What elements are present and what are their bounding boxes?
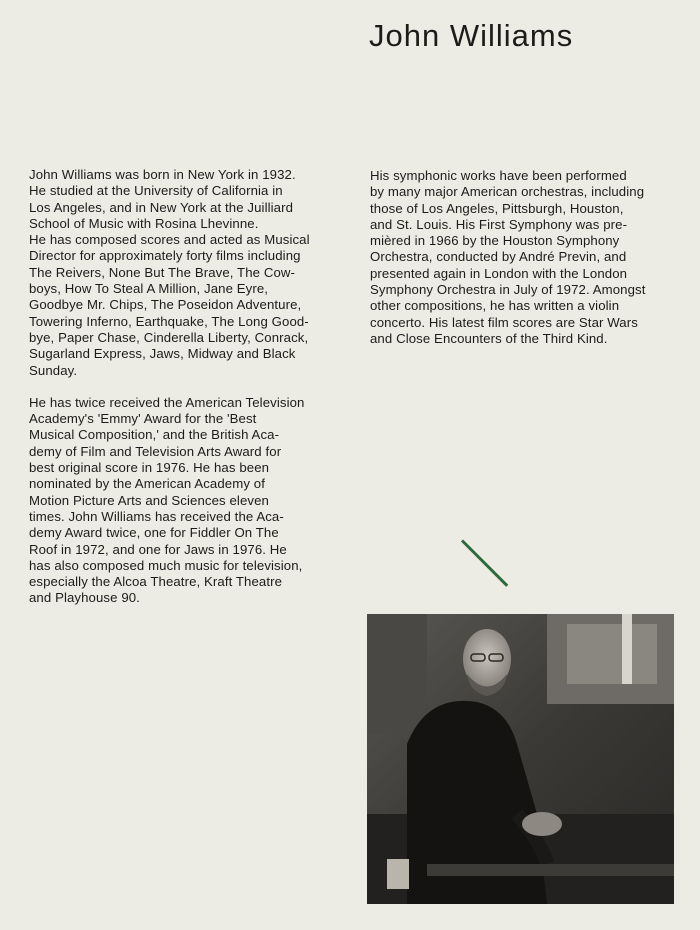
text-line: boys, How To Steal A Million, Jane Eyre, xyxy=(29,281,269,297)
text-line: and Close Encounters of the Third Kind. xyxy=(370,330,608,346)
text-line: demy of Film and Television Arts Award for xyxy=(29,443,282,459)
text-line: Symphony Orchestra in July of 1972. Amongst xyxy=(370,282,646,298)
text-line: Towering Inferno, Earthquake, The Long Good- xyxy=(29,313,309,329)
text-line: nominated by the American Academy of xyxy=(29,476,265,492)
text-line: He studied at the University of California in xyxy=(29,183,283,199)
text-line: Academy's 'Emmy' Award for the 'Best xyxy=(29,411,257,427)
text-line: concerto. His latest film scores are Star Wars xyxy=(370,314,638,330)
text-line: and St. Louis. His First Symphony was pre- xyxy=(370,216,628,232)
text-line: times. John Williams has received the Aca- xyxy=(29,508,284,524)
text-line: demy Award twice, one for Fiddler On The xyxy=(29,525,279,541)
text-line: He has twice received the American Television xyxy=(29,394,305,410)
text-line: Sugarland Express, Jaws, Midway and Black xyxy=(29,346,296,362)
text-line: He has composed scores and acted as Musical xyxy=(29,232,310,248)
decorative-diagonal-line xyxy=(461,539,508,586)
text-line: has also composed much music for television, xyxy=(29,557,303,573)
text-line: Musical Composition,' and the British Aca- xyxy=(29,427,280,443)
text-line: Motion Picture Arts and Sciences eleven xyxy=(29,492,269,508)
portrait-photo-illustration xyxy=(367,614,674,904)
text-line: John Williams was born in New York in 1932. xyxy=(29,167,296,182)
text-line: other compositions, he has written a violin xyxy=(370,298,620,314)
text-line: mièred in 1966 by the Houston Symphony xyxy=(370,233,620,249)
text-line: Goodbye Mr. Chips, The Poseidon Adventure, xyxy=(29,297,302,313)
text-line: Roof in 1972, and one for Jaws in 1976. He xyxy=(29,541,287,557)
biography-right-column xyxy=(370,168,646,347)
biography-left-column xyxy=(29,167,310,607)
text-line: bye, Paper Chase, Cinderella Liberty, Conrack, xyxy=(29,329,309,345)
text-line: by many major American orchestras, including xyxy=(370,184,645,200)
page-title: John Williams xyxy=(369,18,574,53)
text-line: Orchestra, conducted by André Previn, and xyxy=(370,249,627,265)
text-line: those of Los Angeles, Pittsburgh, Houston, xyxy=(370,200,624,216)
text-line: Los Angeles, and in New York at the Juilliard xyxy=(29,199,294,215)
portrait-photo xyxy=(367,614,674,904)
text-line: presented again in London with the London xyxy=(370,265,628,281)
text-line: best original score in 1976. He has been xyxy=(29,460,270,476)
text-line: and Playhouse 90. xyxy=(29,590,140,606)
text-line: School of Music with Rosina Lhevinne. xyxy=(29,215,259,231)
text-line: Director for approximately forty films including xyxy=(29,248,301,264)
text-line: His symphonic works have been performed xyxy=(370,168,627,183)
text-line: The Reivers, None But The Brave, The Cow- xyxy=(29,264,296,280)
text-line: Sunday. xyxy=(29,362,78,378)
text-line: especially the Alcoa Theatre, Kraft Theatre xyxy=(29,574,283,590)
